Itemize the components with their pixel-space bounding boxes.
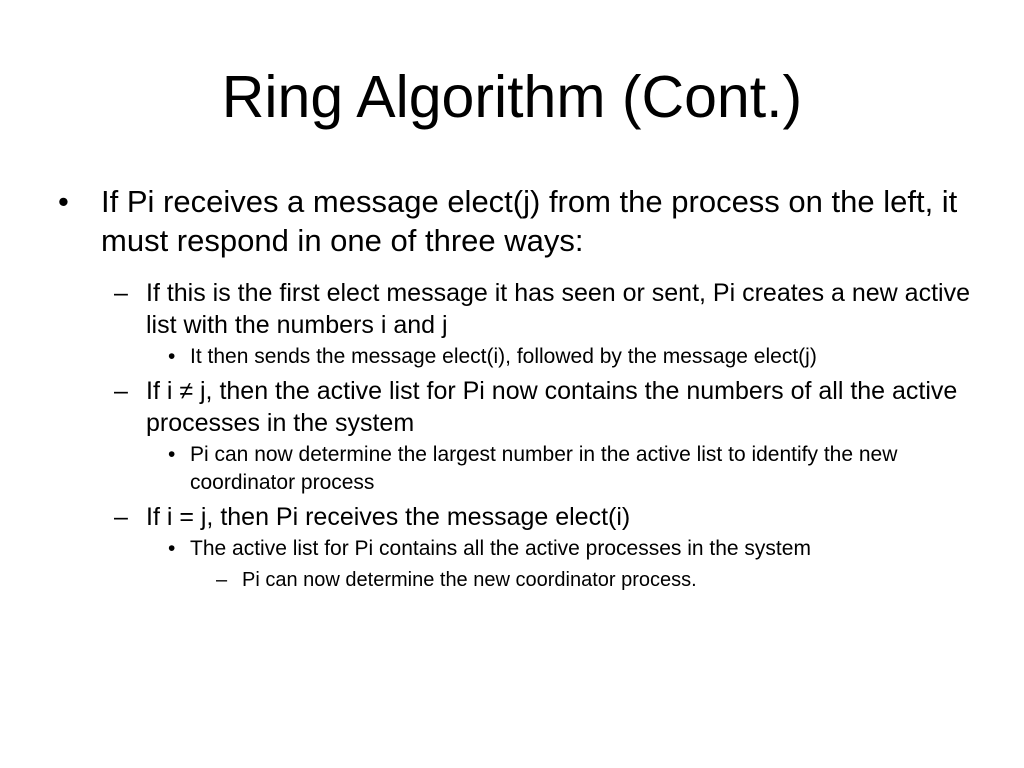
dash-marker: – [114, 377, 128, 405]
slide-title: Ring Algorithm (Cont.) [221, 64, 803, 130]
sub-bullet-first-elect [114, 277, 978, 341]
sub-sub-bullet-text: The active list for Pi contains all the active processes in the system [190, 537, 811, 560]
level4-bullet-text: Pi can now determine the new coordinator process. [242, 569, 697, 591]
sub-sub-bullet-largest [168, 441, 978, 497]
sub-bullet-text: If i = j, then Pi receives the message elect(i) [146, 503, 631, 531]
sub-sub-bullet-text: It then sends the message elect(i), followed by the message elect(j) [190, 345, 817, 368]
slide-content [58, 182, 978, 593]
bullet-text: If Pi receives a message elect(j) from the process on the left, it must respond in one of three ways: [101, 184, 958, 258]
sub-sub-bullet-text: Pi can now determine the largest number in the active list to identify the new coordinator process [190, 443, 898, 494]
bullet-marker: • [168, 443, 176, 466]
sub-sub-bullet-sends [168, 343, 978, 371]
bullet-marker: • [58, 184, 69, 219]
sub-sub-bullet-active-list [168, 535, 978, 563]
dash-marker: – [114, 503, 128, 531]
dash-marker: – [114, 279, 128, 307]
sub-bullet-text: If i ≠ j, then the active list for Pi now contains the numbers of all the active processes in the system [146, 377, 958, 437]
bullet-level1 [58, 182, 978, 260]
sub-bullet-i-equal-j [114, 501, 978, 533]
sub-bullet-text: If this is the first elect message it has seen or sent, Pi creates a new active list with the numbers i and j [146, 279, 970, 339]
bullet-marker: • [168, 345, 176, 368]
sub-bullet-i-not-equal-j [114, 375, 978, 439]
dash-marker: – [216, 569, 228, 591]
level4-bullet-coordinator [216, 567, 978, 593]
bullet-marker: • [168, 537, 176, 560]
